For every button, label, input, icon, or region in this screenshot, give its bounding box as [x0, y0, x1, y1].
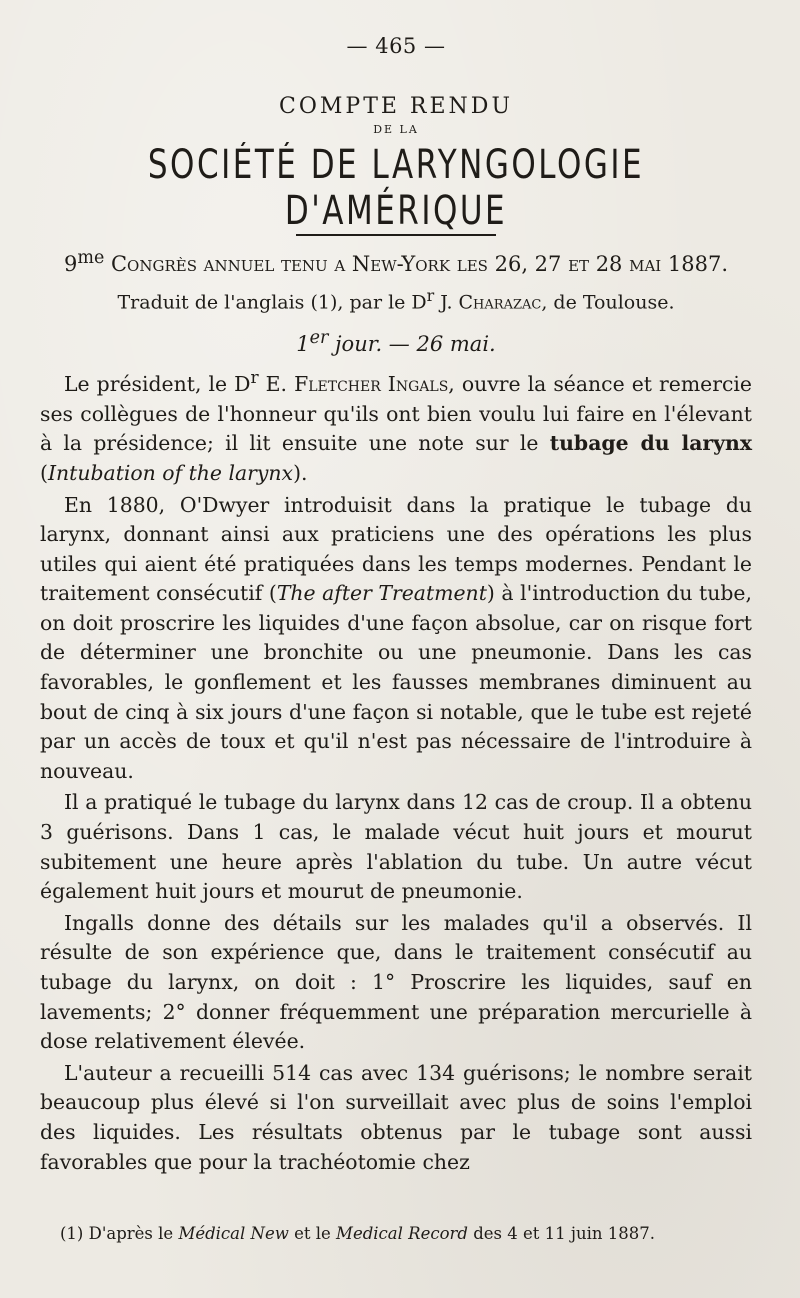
heading-de-la: DE LA — [373, 123, 419, 136]
day-heading — [40, 328, 752, 356]
p1-a: Le président, le D — [64, 372, 251, 397]
p1-d: ( — [40, 460, 48, 485]
footnote-source-1: Médical New — [178, 1224, 289, 1243]
footnote — [60, 1223, 655, 1245]
congress-ordinal: 9 — [63, 252, 78, 276]
p1-sup: r — [250, 368, 259, 389]
page-text — [40, 26, 752, 1177]
p2-b: ) à l'introduction du tube, on doit proscrire les liquides d'une façon absolue, car on risque fort de déterminer une bronchite ou une pneumonie. Dans les cas favorables, le gonflement et les fausses membranes diminuent au bout de cinq à six jours d'une façon si notable, que le tube est rejeté par un accès de toux et qu'il n'est pas nécessaire de l'introduire à nouveau. — [40, 581, 752, 783]
paragraph-3: Il a pratiqué le tubage du larynx dans 12 cas de croup. Il a obtenu 3 guérisons. Dans 1 cas, le malade vécut huit jours et mourut subitement une heure après l'ablation du tube. Un autre vécut également huit jours et mourut de pneumonie. — [40, 790, 752, 904]
heading-society-title: SOCIÉTÉ DE LARYNGOLOGIE D'AMÉRIQUE — [147, 142, 645, 235]
congress-ordinal-sup: me — [77, 248, 105, 268]
footnote-c: des 4 et 11 juin 1887. — [467, 1224, 656, 1243]
title-rule — [296, 234, 496, 236]
heading-compte-rendu: COMPTE RENDU — [279, 94, 513, 119]
p1-president-name: Fletcher Ingals — [294, 372, 449, 397]
p1-c: , ouvre la séance et remercie ses collègues de l'honneur qu'ils ont bien voulu lui faire en l'élevant à la présidence; il lit ensuite une note sur le — [40, 372, 752, 456]
footnote-b: et le — [288, 1224, 337, 1243]
paragraph-5: L'auteur a recueilli 514 cas avec 134 guérisons; le nombre serait beaucoup plus élevé si l'on surveillait avec plus de soins l'emploi des liquides. Les résultats obtenus par le tubage sont aussi favorables que pour la trachéotomie chez — [40, 1060, 752, 1174]
translation-line — [40, 282, 752, 316]
congress-line — [40, 242, 752, 280]
translation-dr-sup: r — [426, 286, 435, 305]
day-sup: er — [309, 328, 329, 349]
translation-prefix: Traduit de l'anglais (1), par le D — [117, 291, 427, 314]
p1-e: ). — [293, 460, 308, 485]
p1-italic-title: Intubation of the larynx — [47, 460, 294, 485]
footnote-a: (1) D'après le — [60, 1224, 179, 1243]
translator-name: J. Charazac — [440, 291, 542, 314]
paragraph-1 — [40, 364, 752, 488]
p2-a: En 1880, O'Dwyer introduisit dans la pratique le tubage du larynx, donnant ainsi aux praticiens une des opérations les plus utiles qui aient été pratiquées dans les temps modernes. Pendant le traitement consécutif ( — [40, 492, 752, 606]
page-number: — 465 — — [346, 34, 446, 58]
paragraph-2 — [40, 491, 752, 787]
congress-text: Congrès annuel tenu a New-York les 26, 27 et 28 mai 1887. — [110, 252, 729, 276]
p1-b: E. — [258, 372, 295, 397]
p1-bold-topic: tubage du larynx — [549, 431, 752, 456]
paragraph-4: Ingalls donne des détails sur les malades qu'il a observés. Il résulte de son expérience que, dans le traitement consécutif au tubage du larynx, on doit : 1° Proscrire les liquides, sauf en lavements; 2° donner fréquemment une préparation mercurielle à dose relativement élevée. — [40, 910, 752, 1054]
p2-italic: The after Treatment — [276, 581, 487, 606]
day-num: 1 — [296, 332, 310, 357]
day-text: jour. — 26 mai. — [328, 332, 496, 357]
translation-suffix: , de Toulouse. — [541, 291, 675, 314]
footnote-source-2: Medical Record — [336, 1224, 468, 1243]
